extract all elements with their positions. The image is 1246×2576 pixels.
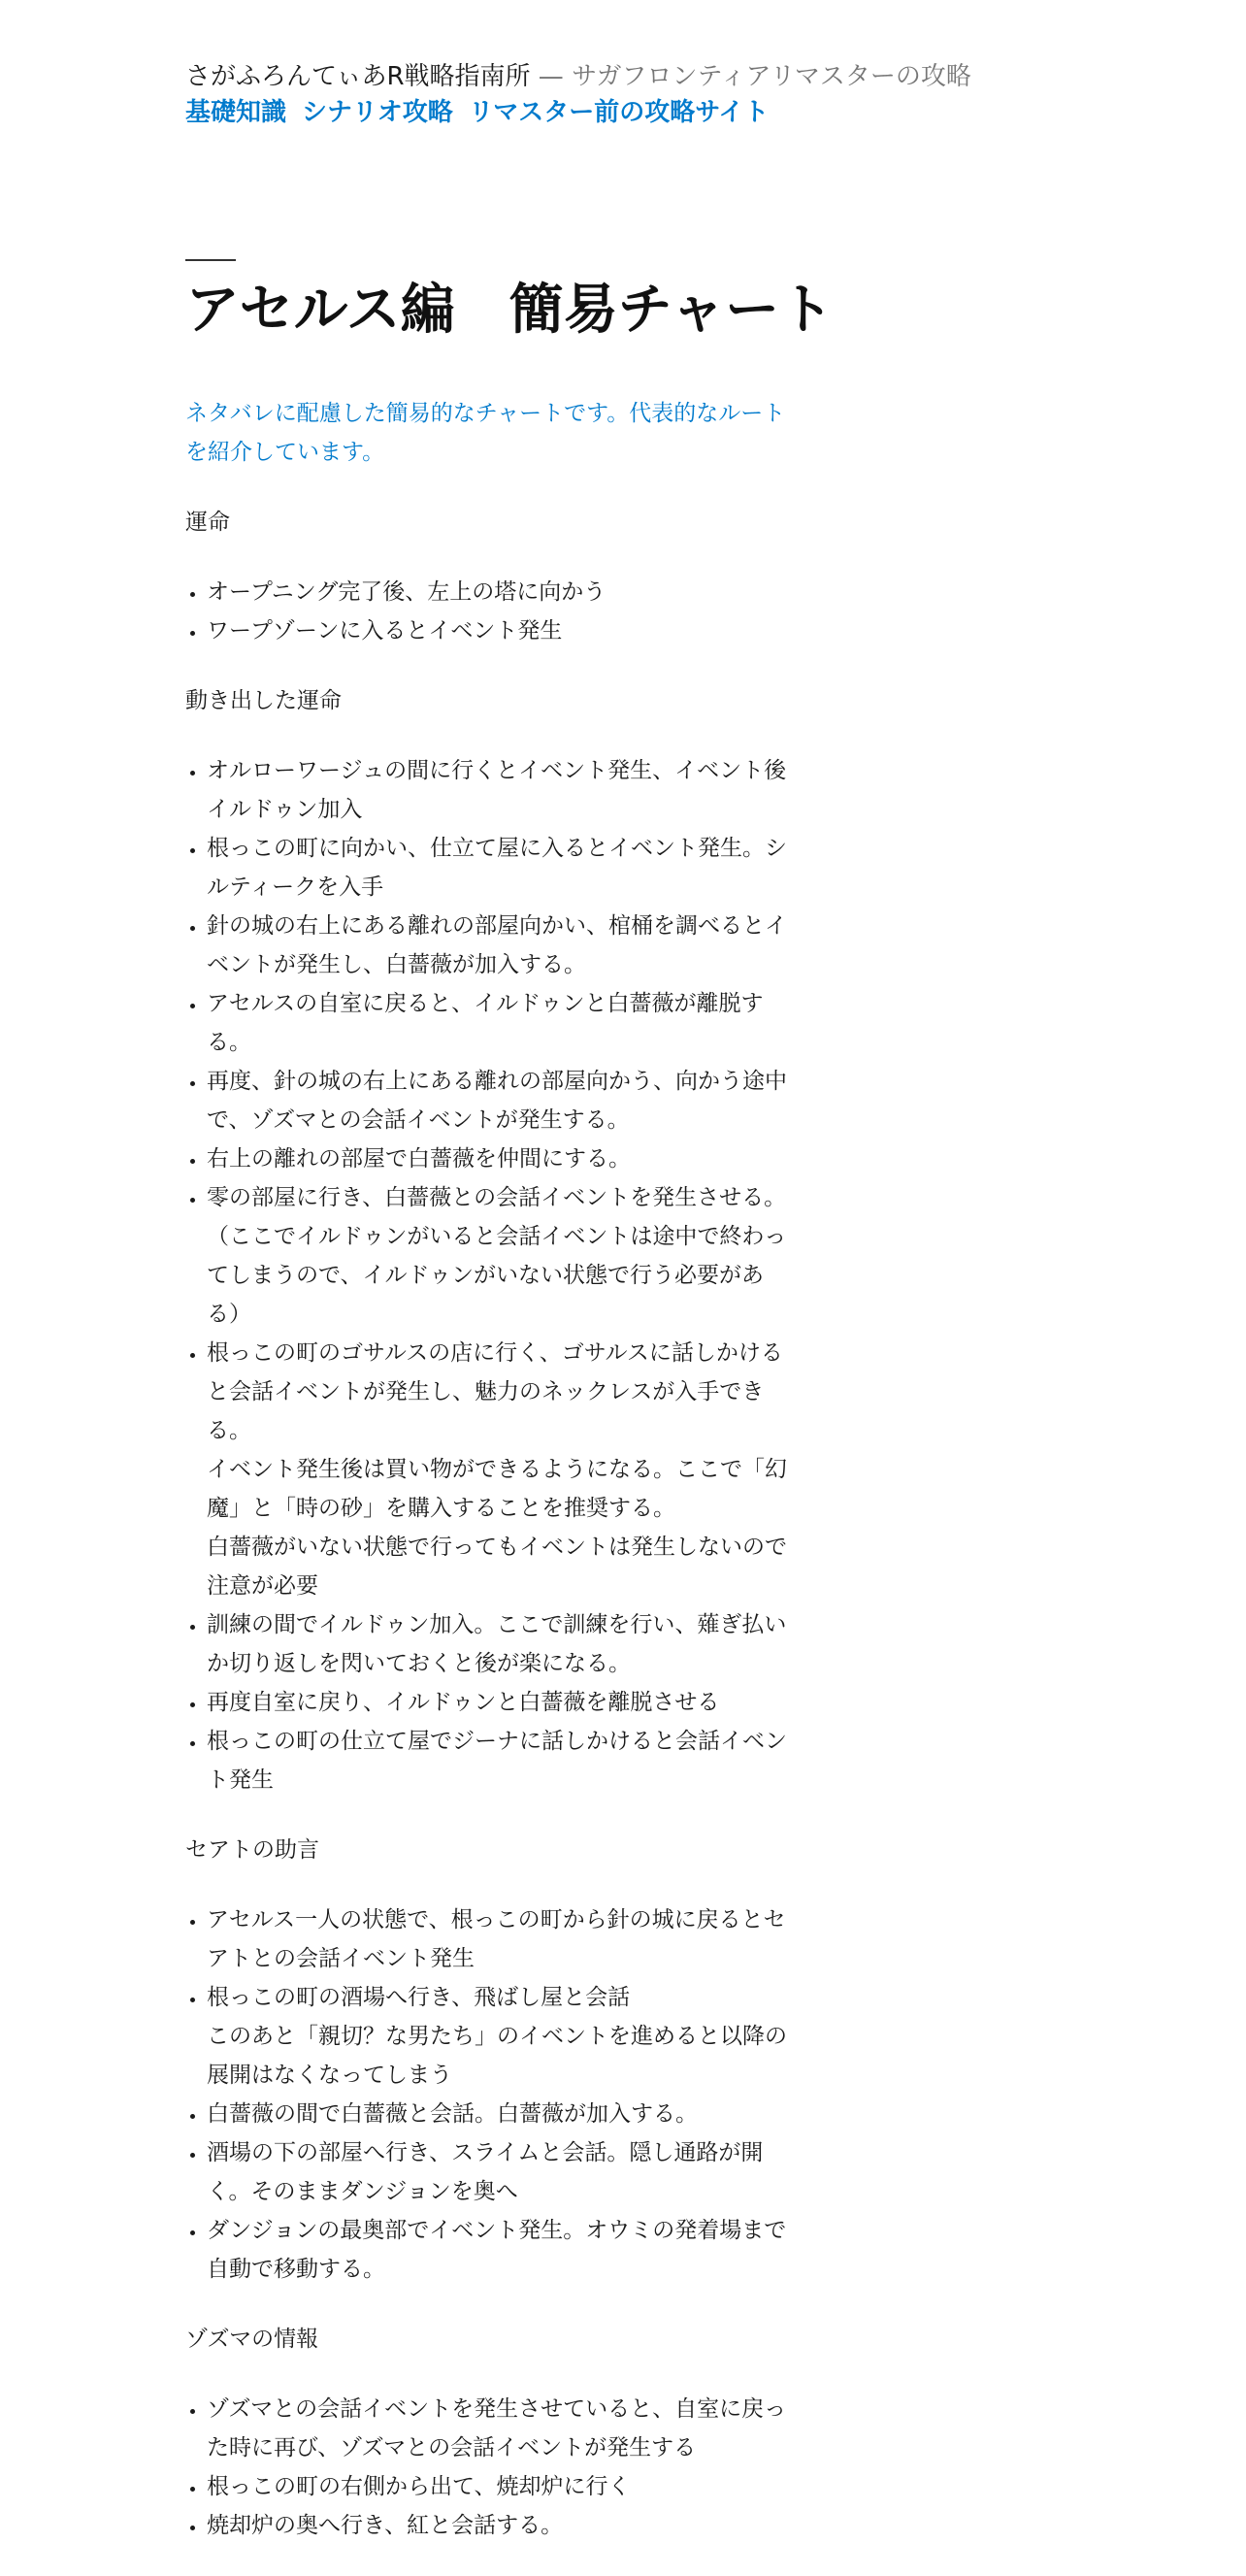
list-item-text: • 根っこの町に向かい、仕立て屋に入るとイベント発生。シルティークを入手 — [207, 836, 787, 900]
list-item — [207, 2133, 787, 2211]
list-item-text: • ワープゾーンに入るとイベント発生 — [207, 618, 563, 644]
nav-legacy-site[interactable]: リマスター前の攻略サイト — [468, 98, 770, 127]
list-item-text: • 右上の離れの部屋で白薔薇を仲間にする。 — [207, 1146, 631, 1172]
list-item-text: • 根っこの町の仕立て屋でジーナに話しかけると会話イベント発生 — [207, 1729, 787, 1793]
list-item — [207, 907, 787, 984]
list-item-text: • 焼却炉の奥へ行き、紅と会話する。 — [207, 2513, 564, 2538]
list-item — [207, 573, 787, 611]
list-item — [207, 2390, 787, 2467]
list-item-text: イベント発生後は買い物ができるようになる。ここで「幻魔」と「時の砂」を購入することを推奨する。 — [207, 1457, 787, 1521]
intro-text: ネタバレに配慮した簡易的なチャートです。代表的なルートを紹介しています。 — [185, 401, 786, 465]
nav-basics[interactable]: 基礎知識 — [185, 98, 287, 127]
list-item — [207, 1683, 787, 1722]
list-item-text: • オルローワージュの間に行くとイベント発生、イベント後イルドゥン加入 — [207, 758, 787, 822]
list-item-text: • 訓練の間でイルドゥン加入。ここで訓練を行い、薙ぎ払いか切り返しを閃いておくと後が楽になる。 — [207, 1612, 787, 1676]
section-list — [185, 1900, 787, 2289]
site-title-link[interactable]: さがふろんてぃあR戦略指南所 — [185, 62, 531, 91]
section-list — [185, 2390, 787, 2545]
list-item — [207, 1722, 787, 1800]
title-divider — [185, 259, 236, 261]
section-list — [185, 573, 787, 650]
list-item — [207, 1062, 787, 1139]
site-navigation — [185, 96, 1059, 129]
list-item-text: • ゾズマとの会話イベントを発生させていると、自室に戻った時に再び、ゾズマとの会話イベントが発生する — [207, 2396, 787, 2460]
list-item-text: • アセルス一人の状態で、根っこの町から針の城に戻るとセアトとの会話イベント発生 — [207, 1907, 786, 1971]
list-item-text: • アセルスの自室に戻ると、イルドゥンと白薔薇が離脱する。 — [207, 991, 764, 1055]
list-item — [207, 1139, 787, 1178]
list-item — [207, 1900, 787, 1978]
site-description: サガフロンティアリマスターの攻略 — [572, 62, 971, 91]
list-item-text: • 酒場の下の部屋へ行き、スライムと会話。隠し通路が開く。そのままダンジョンを奥へ — [207, 2140, 764, 2204]
title-separator: — — [530, 62, 573, 91]
list-item — [207, 611, 787, 650]
section-heading: セアトの助言 — [185, 1837, 319, 1863]
list-item-text: • オープニング完了後、左上の塔に向かう — [207, 579, 607, 605]
list-item — [207, 1978, 787, 2095]
list-item — [207, 1605, 787, 1683]
section-heading: 動き出した運命 — [185, 688, 342, 713]
list-item-text: 白薔薇がいない状態で行ってもイベントは発生しないので注意が必要 — [207, 1535, 787, 1599]
list-item-text: • 根っこの町の酒場へ行き、飛ばし屋と会話 — [207, 1985, 631, 2010]
list-item — [207, 829, 787, 907]
list-item-text: • 針の城の右上にある離れの部屋向かい、棺桶を調べるとイベントが発生し、白薔薇が加入する。 — [207, 913, 787, 977]
list-item — [207, 984, 787, 1062]
nav-scenario[interactable]: シナリオ攻略 — [302, 98, 453, 127]
section-heading: ゾズマの情報 — [185, 2327, 319, 2352]
list-item-text: このあと「親切？な男たち」のイベントを進めると以降の展開はなくなってしまう — [207, 2024, 787, 2088]
list-item-text: • 白薔薇の間で白薔薇と会話。白薔薇が加入する。 — [207, 2101, 698, 2127]
list-item — [207, 2467, 787, 2506]
list-item-text: • 零の部屋に行き、白薔薇との会話イベントを発生させる。（ここでイルドゥンがいると会話イベントは途中で終わってしまうので、イルドゥンがいない状態で行う必要がある） — [207, 1185, 787, 1327]
list-item-text: • 根っこの町のゴサルスの店に行く、ゴサルスに話しかけると会話イベントが発生し、魅力のネックレスが入手できる。 — [207, 1340, 783, 1443]
list-item-text: • 根っこの町の右側から出て、焼却炉に行く — [207, 2474, 631, 2499]
list-item — [207, 2506, 787, 2545]
list-item — [207, 751, 787, 829]
list-item-text: • 再度自室に戻り、イルドゥンと白薔薇を離脱させる — [207, 1690, 720, 1715]
page-title: アセルス編 簡易チャート — [185, 279, 835, 342]
list-item-text: • ダンジョンの最奥部でイベント発生。オウミの発着場まで自動で移動する。 — [207, 2218, 787, 2282]
section-heading: 運命 — [185, 510, 230, 535]
list-item — [207, 1178, 787, 1334]
site-branding — [185, 60, 1059, 93]
section-list — [185, 751, 787, 1800]
list-item — [207, 1334, 787, 1605]
article-body — [185, 394, 787, 2576]
list-item — [207, 2095, 787, 2133]
list-item — [207, 2211, 787, 2289]
list-item-text: • 再度、針の城の右上にある離れの部屋向かう、向かう途中で、ゾズマとの会話イベントが発生する。 — [207, 1069, 787, 1133]
site-header — [185, 60, 1059, 129]
